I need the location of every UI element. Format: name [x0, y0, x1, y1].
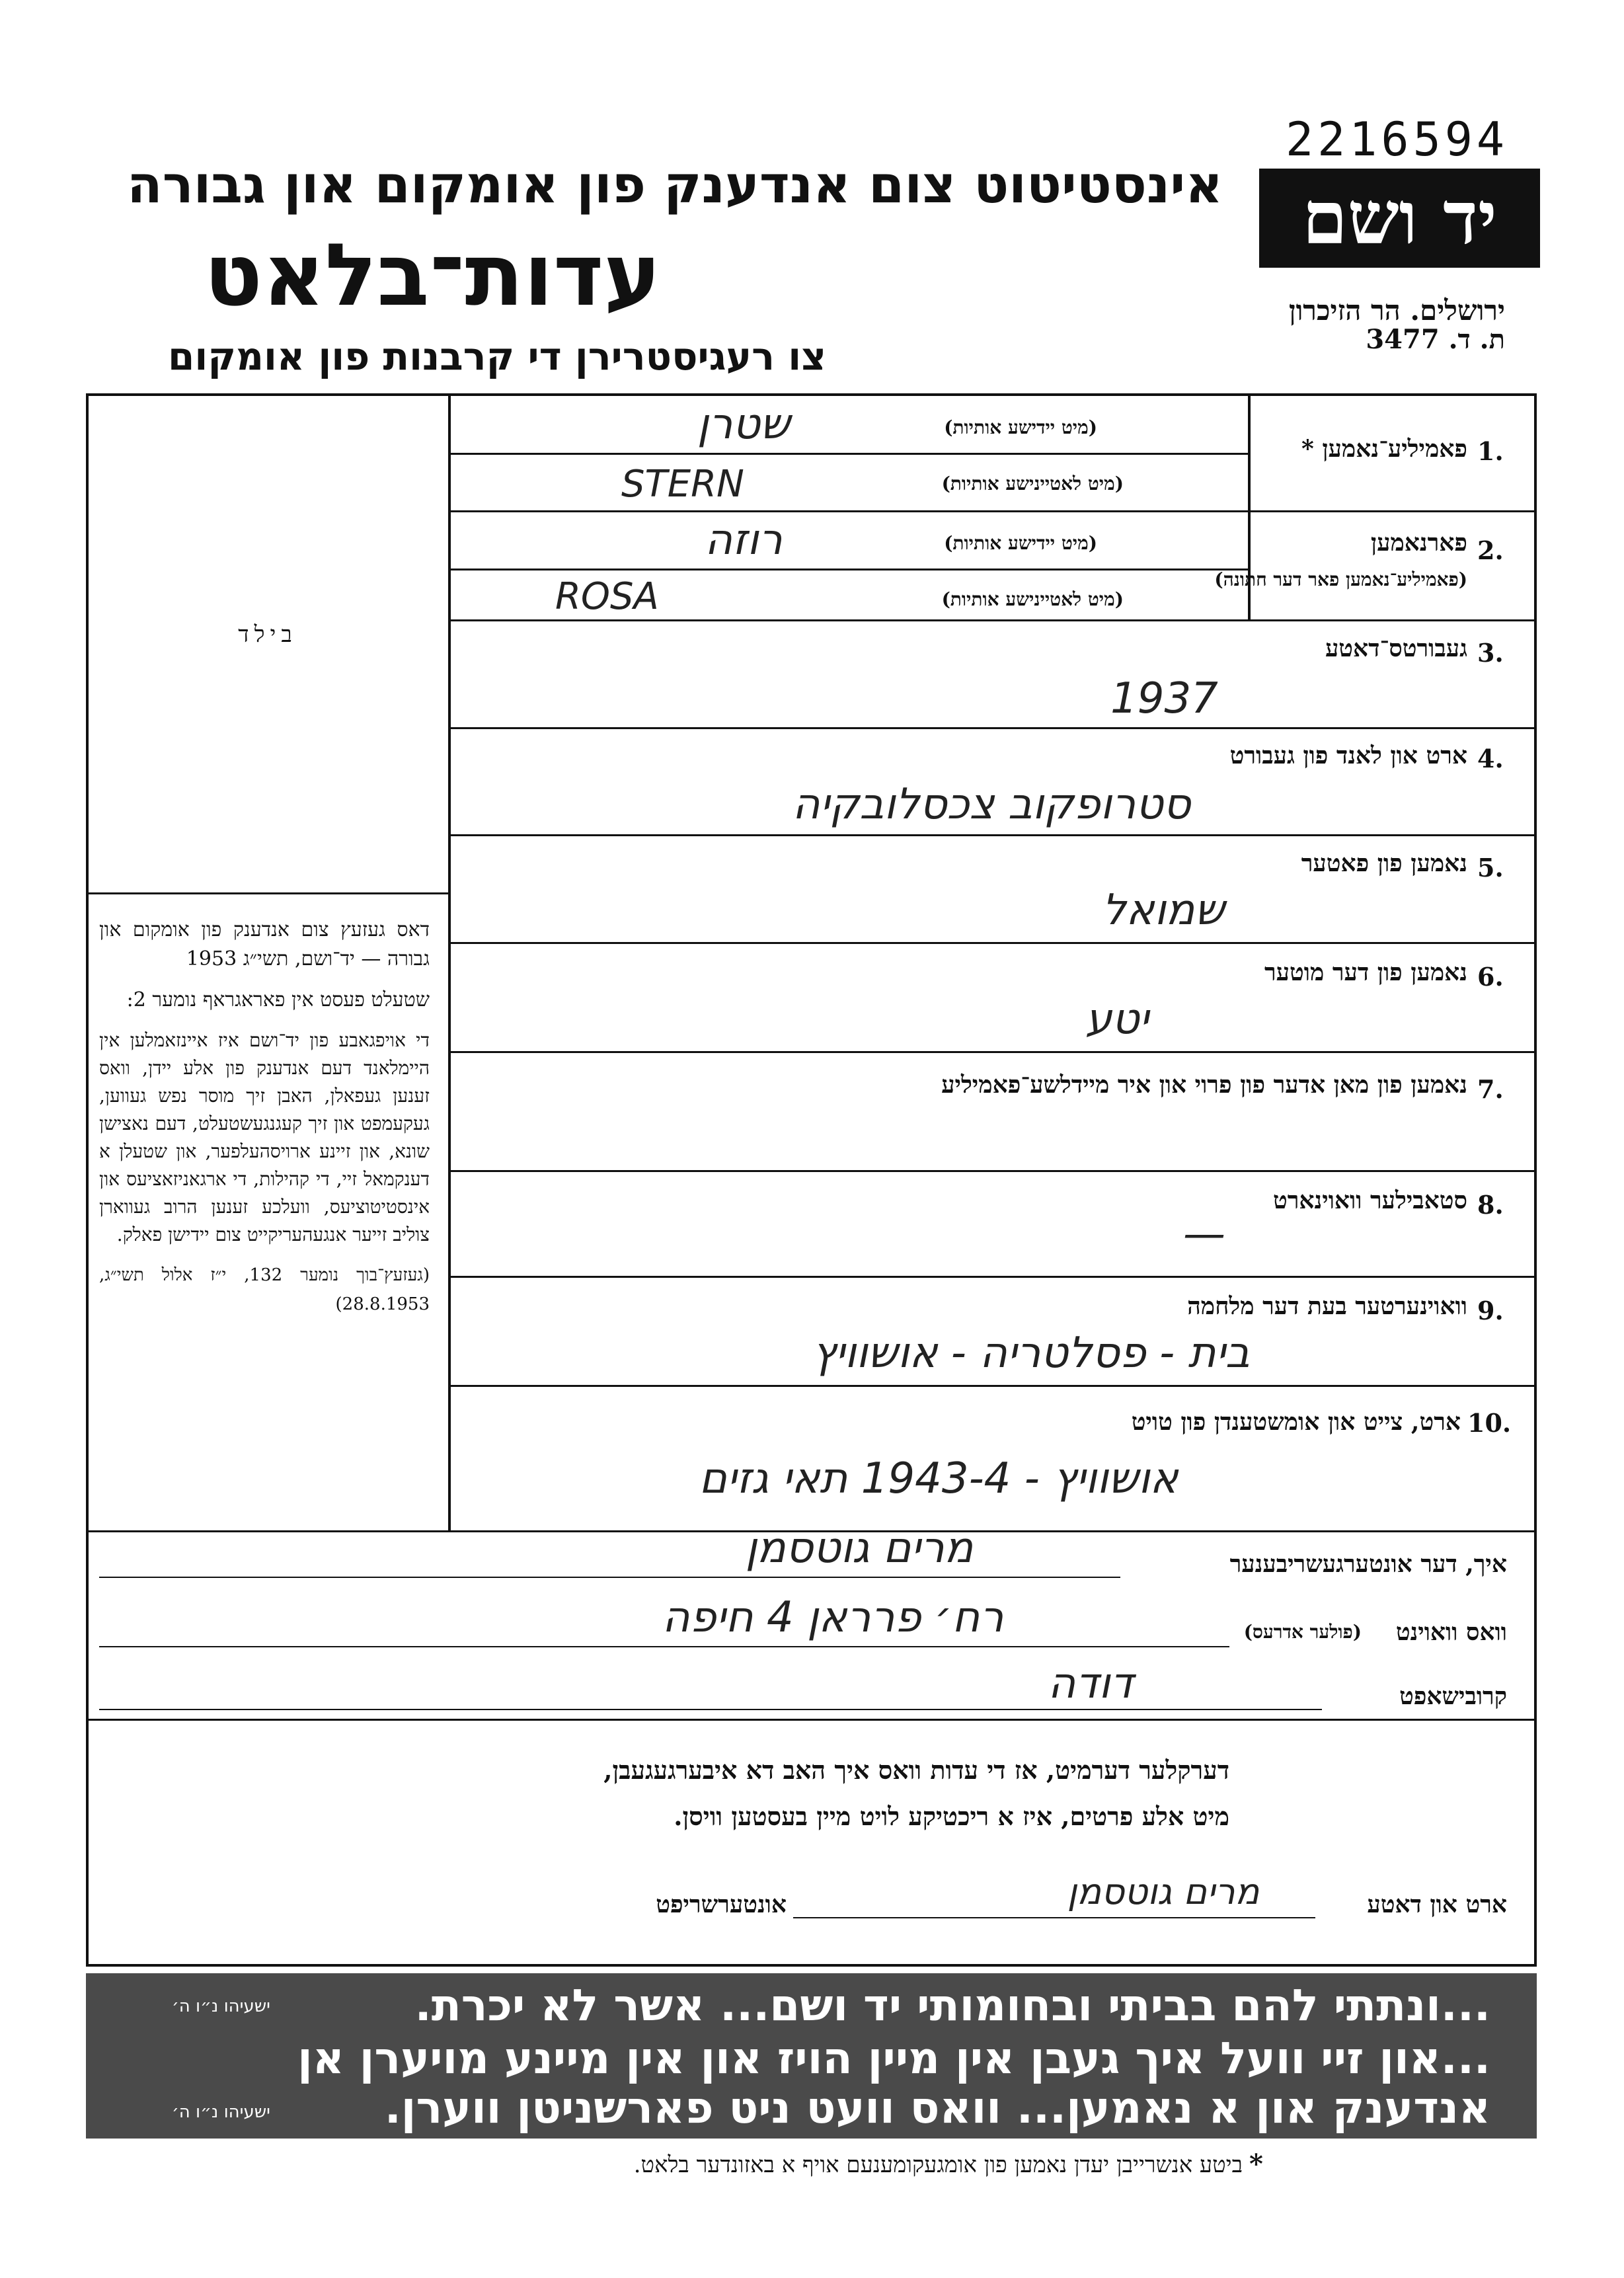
place-date-line: [793, 1917, 1315, 1918]
field-10-value: אושוויץ - 1943-4 תאי גזים: [699, 1454, 1179, 1503]
row-divider: [448, 942, 1535, 944]
page-subtitle: צו רעגיסטרירן די קרבנות פון אומקום: [168, 334, 826, 379]
field-3-value: 1937: [1110, 674, 1218, 723]
field-3-number: 3.: [1477, 638, 1504, 668]
field-2-hint-latin: (מיט לאטיינישע אותיות): [941, 588, 1124, 610]
side-divider: [87, 892, 448, 894]
field-2-number: 2.: [1477, 535, 1504, 565]
signer-line: [99, 1577, 1120, 1578]
field-1-value-latin: STERN: [621, 463, 744, 506]
field-9-label: וואוינערטער בעת דער מלחמה: [1187, 1292, 1467, 1320]
institute-name: אינסטיטוט צום אנדענק פון אומקום און גבורה: [127, 155, 1223, 215]
signature-label: אונטערשריפט: [656, 1891, 787, 1918]
field-1-value-yiddish: שטרן: [697, 400, 791, 449]
field-2-value-latin: ROSA: [555, 575, 659, 618]
row-divider: [448, 510, 1535, 512]
row-divider: [448, 1170, 1535, 1172]
law-excerpt-intro: שטעלט פעסט אין פאראגראף נומער 2:: [126, 988, 430, 1011]
law-excerpt-title: דאס געזעץ צום אנדענק פון אומקום און גבורה — יד־ושם, תשי״ג 1953: [99, 918, 430, 970]
address-value: רח׳ פרראן 4 חיפה: [662, 1593, 1004, 1642]
law-excerpt-citation: (געזעץ־בוך נומער 132, י״ז אלול תשי״ג, 28.8.1953): [99, 1265, 430, 1314]
law-excerpt-body: די אויפגאבע פון יד־ושם איז איינזאמלען אין היימלאנד דעם אנדענק פון אלע יידן, וואס זענען געפאלן, האבן זיך מוסר נפש געווען, געקעמפט און זיך קעגנגעשטעלט, דעם נאצישן שונא, און זיינע ארויסהעלפער, און שטעלן א דענקמאל זיי, די קהילות, די ארגאניזאציעס און אינסטיטוציעס, וועלכע זענען הרוב געווארן צוליב זייער אנגעהעריקייט צום יידישן פאלק.: [99, 1029, 430, 1245]
footnote: ביטע אנשרייבן יעדן נאמען פון אומגעקומענעם אויף א באזונדער בלאט.: [633, 2152, 1243, 2178]
field-3-label: געבורטס־דאטע: [1325, 635, 1467, 662]
address-city: ירושלים. הר הזיכרון: [1288, 294, 1505, 327]
quote-banner: [86, 1973, 1537, 2139]
relation-line: [99, 1709, 1322, 1710]
declaration-line-1: דערקלער דערמיט, אז די עדות וואס איך האב דא איבערגעגעבן,: [603, 1755, 1229, 1785]
relation-label: קרובישאפט: [1399, 1682, 1507, 1710]
field-8-label: סטאבילער וואוינארט: [1273, 1187, 1467, 1214]
field-4-label: ארט און לאנד פון געבורט: [1229, 742, 1467, 769]
signer-value: מרים גוטסמן: [745, 1524, 974, 1573]
row-divider: [448, 727, 1535, 729]
field-4-value: סטרופקוב צכסלובקיה: [792, 780, 1191, 829]
declaration-line-2: מיט אלע פרטים, איז א ריכטיקע לויט מיין בעסטען וויסן.: [674, 1801, 1229, 1831]
row-divider: [448, 1051, 1535, 1053]
banner-source-1: ישעיהו נ״ו ה׳: [172, 1996, 270, 2016]
page-title: עדות־בלאט: [204, 225, 661, 325]
row-divider: [87, 1719, 1535, 1721]
banner-source-2: ישעיהו נ״ו ה׳: [172, 2102, 270, 2122]
address-note: (פולער אדרעס): [1243, 1621, 1362, 1643]
yad-vashem-logo: יד ושם: [1259, 169, 1540, 268]
address-line: [99, 1646, 1229, 1647]
field-5-value: שמואל: [1102, 886, 1225, 935]
field-6-label: נאמען פון דער מוטער: [1264, 959, 1467, 986]
row-divider: [448, 834, 1535, 836]
field-1-label: פאמיליע־נאמען *: [1301, 435, 1467, 463]
address-po-box: ת. ד. 3477: [1366, 324, 1505, 355]
field-10-label: ארט, צייט און אומשטענדן פון טויט: [1131, 1408, 1461, 1436]
field-1-hint-latin: (מיט לאטיינישע אותיות): [941, 473, 1124, 494]
document-number: 2216594: [1286, 112, 1509, 167]
banner-line-3: אנדענק און א נאמען... וואס וועט ניט פארשניטן ווערן.: [384, 2082, 1490, 2133]
field-2-note: (פאמיליע־נאמען פאר דער חתונה): [1214, 569, 1467, 590]
place-date-label: ארט און דאטע: [1367, 1891, 1507, 1918]
field-5-number: 5.: [1477, 853, 1504, 883]
field-6-number: 6.: [1477, 962, 1504, 992]
law-excerpt: [99, 916, 430, 1331]
signer-label: איך, דער אונטערגעשריבענער: [1229, 1550, 1507, 1578]
footnote-marker: *: [1249, 2148, 1263, 2180]
photo-placeholder-label: בילד: [238, 621, 297, 648]
row-divider: [448, 619, 1535, 621]
field-8-number: 8.: [1477, 1190, 1504, 1220]
field-1-number: 1.: [1477, 436, 1504, 466]
field-7-number: 7.: [1477, 1074, 1504, 1104]
row-divider: [448, 1276, 1535, 1278]
address-label: וואס וואוינט: [1395, 1618, 1507, 1646]
field-8-value: —: [1183, 1210, 1225, 1259]
column-divider: [448, 395, 451, 1530]
field-9-value: בית - פסלטריה - אושוויץ: [812, 1329, 1250, 1378]
field-2-value-yiddish: רוזה: [705, 516, 783, 565]
banner-line-2: ...און זיי וועל איך געבן אין מיין הויז און אין מיינע מויערן אן: [297, 2033, 1490, 2084]
field-2-hint-yiddish: (מיט יידישע אותיות): [944, 532, 1097, 554]
banner-line-1: ...ונתתי להם בביתי ובחומותי יד ושם... אשר לא יכרת.: [414, 1980, 1490, 2031]
row-divider: [448, 1385, 1535, 1387]
signature-value: מרים גוטסמן: [1067, 1871, 1260, 1912]
field-7-label: נאמען פון מאן אדער פון פרוי און איר מיידלשע־פאמיליע: [941, 1071, 1467, 1099]
field-6-value: יטע: [1085, 995, 1149, 1044]
field-1-hint-yiddish: (מיט יידישע אותיות): [944, 416, 1097, 438]
field-2-label: פארנאמען: [1370, 529, 1467, 557]
field-4-number: 4.: [1477, 744, 1504, 773]
field-10-number: 10.: [1467, 1408, 1512, 1438]
field-9-number: 9.: [1477, 1296, 1504, 1325]
relation-value: דודה: [1048, 1659, 1134, 1708]
row-divider: [448, 453, 1248, 455]
field-5-label: נאמען פון פאטער: [1301, 849, 1467, 877]
